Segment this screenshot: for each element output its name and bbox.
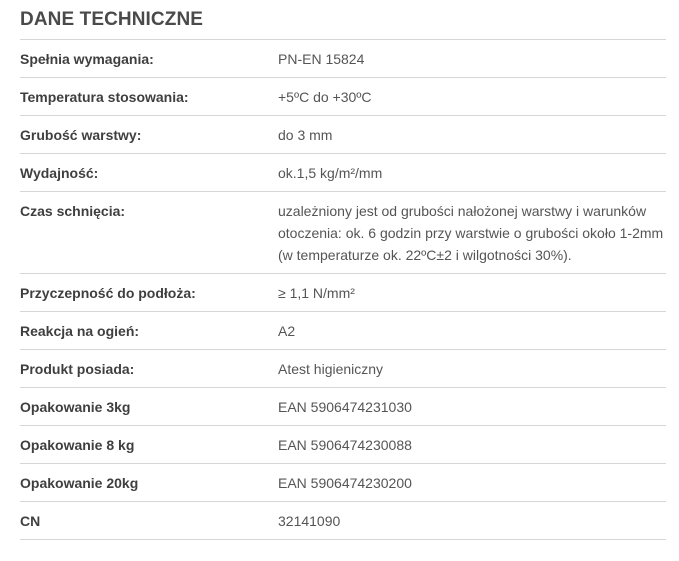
spec-value: +5ºC do +30ºC (278, 78, 666, 116)
table-row (20, 350, 666, 388)
spec-value: EAN 5906474231030 (278, 388, 666, 426)
spec-label: Grubość warstwy: (20, 116, 278, 154)
section-title: DANE TECHNICZNE (20, 9, 204, 30)
spec-label: Wydajność: (20, 154, 278, 192)
table-row (20, 464, 666, 502)
table-row (20, 154, 666, 192)
spec-label: Czas schnięcia: (20, 192, 278, 274)
spec-value: PN-EN 15824 (278, 40, 666, 78)
spec-value: EAN 5906474230200 (278, 464, 666, 502)
spec-value: uzależniony jest od grubości nałożonej warstwy i warunków otoczenia: ok. 6 godzin przy warstwie o grubości około 1-2mm (w temperaturze ok. 22ºC±2 i wilgotności 30%). (278, 192, 666, 274)
spec-value: 32141090 (278, 502, 666, 540)
table-row (20, 116, 666, 154)
spec-label: Reakcja na ogień: (20, 312, 278, 350)
table-row (20, 388, 666, 426)
table-row (20, 312, 666, 350)
spec-label: Opakowanie 8 kg (20, 426, 278, 464)
table-row (20, 502, 666, 540)
spec-value: ≥ 1,1 N/mm² (278, 274, 666, 312)
spec-value: do 3 mm (278, 116, 666, 154)
spec-value: A2 (278, 312, 666, 350)
table-row (20, 192, 666, 274)
spec-label: Opakowanie 3kg (20, 388, 278, 426)
table-row (20, 274, 666, 312)
spec-label: CN (20, 502, 278, 540)
spec-value: EAN 5906474230088 (278, 426, 666, 464)
spec-label: Spełnia wymagania: (20, 40, 278, 78)
spec-label: Przyczepność do podłoża: (20, 274, 278, 312)
spec-label: Temperatura stosowania: (20, 78, 278, 116)
spec-label: Produkt posiada: (20, 350, 278, 388)
spec-value: ok.1,5 kg/m²/mm (278, 154, 666, 192)
spec-label: Opakowanie 20kg (20, 464, 278, 502)
table-row (20, 426, 666, 464)
table-row (20, 40, 666, 78)
table-row (20, 78, 666, 116)
spec-value: Atest higieniczny (278, 350, 666, 388)
specs-table (20, 39, 666, 540)
